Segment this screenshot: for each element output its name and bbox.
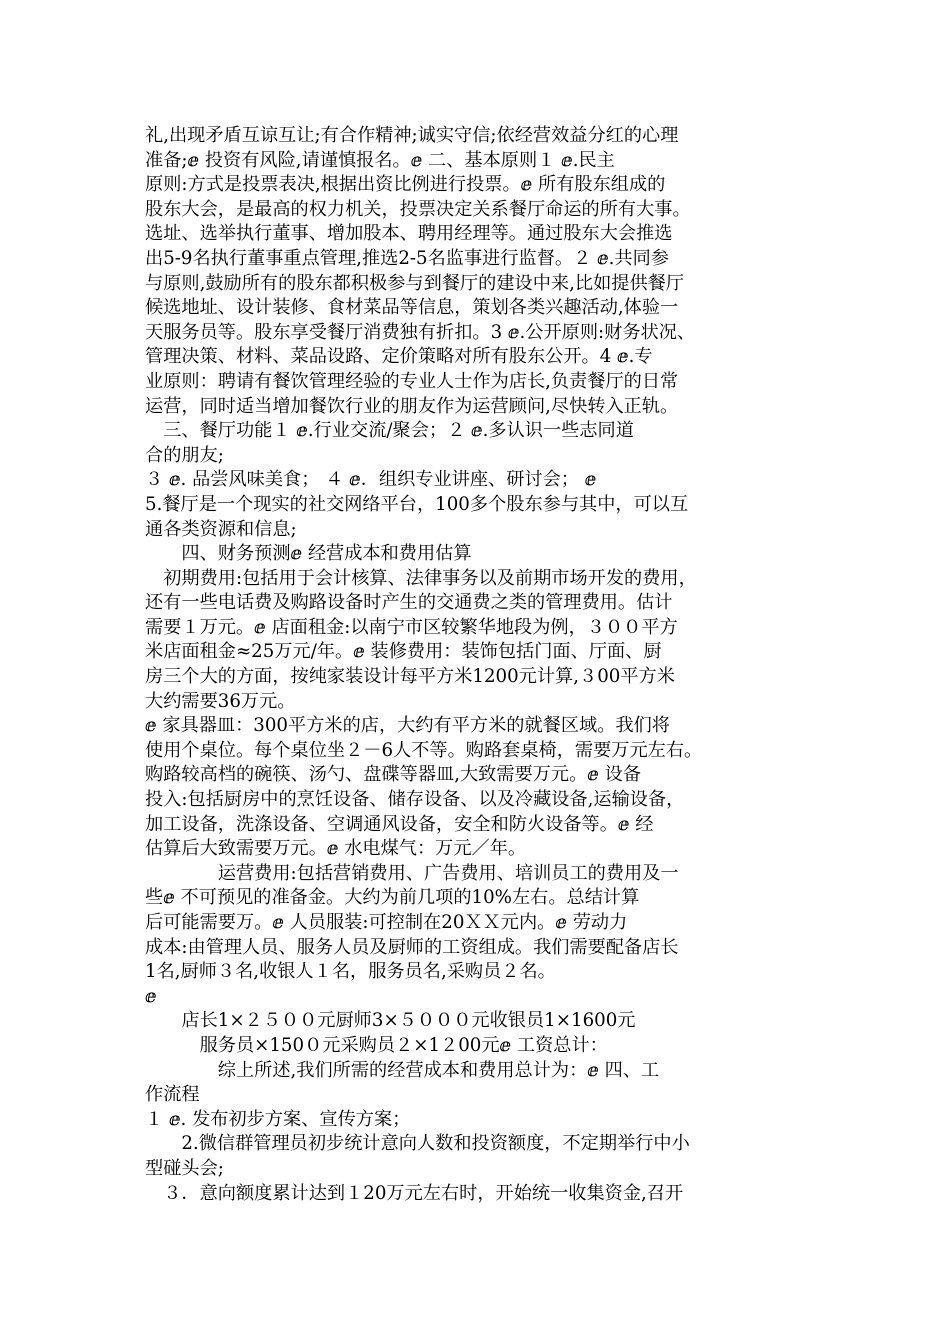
text-line: 原则:方式是投票表决,根据出资比例进行投票。ⅇ 所有股东组成的: [145, 174, 666, 196]
text-line: 估算后大致需要万元。ⅇ 水电煤气：万元／年。: [145, 838, 527, 860]
list-item: 2.微信群管理员初步统计意向人数和投资额度，不定期举行中小: [145, 1133, 690, 1155]
text-line: ⅇ 家具器皿：300平方米的店，大约有平方米的就餐区域。我们将: [145, 715, 670, 737]
text-line: ⅇ: [145, 985, 157, 1007]
text-line: 初期费用:包括用于会计核算、法律事务以及前期市场开发的费用，: [145, 567, 697, 589]
text-line: 与原则,鼓励所有的股东都积极参与到餐厅的建设中来,比如提供餐厅: [145, 272, 685, 294]
section-heading: 四、财务预测ⅇ 经营成本和费用估算: [145, 543, 472, 565]
text-line: 成本:由管理人员、服务人员及厨师的工资组成。我们需要配备店长: [145, 936, 679, 958]
text-line: 还有一些电话费及购路设备时产生的交通费之类的管理费用。估计: [145, 592, 673, 614]
text-line: 天服务员等。股东享受餐厅消费独有折扣。3 ⅇ.公开原则:财务状况、: [145, 321, 696, 343]
document-body: [145, 124, 811, 1206]
text-line: 准备;ⅇ 投资有风险,请谨慎报名。ⅇ 二、基本原则１ ⅇ.民主: [145, 149, 615, 171]
text-line: 运营费用:包括营销费用、广告费用、培训员工的费用及一: [145, 862, 679, 884]
text-line: 米店面租金≈25万元/年。ⅇ 装修费用：装饰包括门面、厅面、厨: [145, 641, 662, 663]
text-line: ３ ⅇ. 品尝风味美食； ４ ⅇ．组织专业讲座、研讨会； ⅇ: [145, 469, 597, 491]
text-line: 综上所述,我们所需的经营成本和费用总计为：ⅇ 四、工: [145, 1059, 660, 1081]
section-heading: 三、餐厅功能１ ⅇ.行业交流/聚会；２ ⅇ.多认识一些志同道: [145, 420, 634, 442]
section-heading: 作流程: [145, 1084, 200, 1106]
text-line: 股东大会，是最高的权力机关，投票决定关系餐厅命运的所有大事。: [145, 198, 691, 220]
text-line: 通各类资源和信息;: [145, 518, 297, 540]
text-line: 业原则：聘请有餐饮管理经验的专业人士作为店长,负责餐厅的日常: [145, 370, 679, 392]
text-line: 后可能需要万。ⅇ 人员服装:可控制在20ＸＸ元内。ⅇ 劳动力: [145, 912, 628, 933]
text-line: 出5-9名执行董事重点管理,推选2-5名监事进行监督。２ ⅇ.共同参: [145, 247, 669, 269]
text-line: 1名,厨师３名,收银人１名，服务员名,采购员２名。: [145, 961, 556, 983]
text-line: 需要１万元。ⅇ 店面租金:以南宁市区较繁华地段为例，３００平方: [145, 616, 678, 638]
text-line: 使用个桌位。每个桌位坐２－6人不等。购路套桌椅，需要万元左右。: [145, 739, 703, 761]
text-line: 加工设备，洗涤设备、空调通风设备，安全和防火设备等。ⅇ 经: [145, 813, 654, 835]
text-line: 合的朋友;: [145, 444, 224, 466]
text-line: 管理决策、材料、菜品设路、定价策略对所有股东公开。4 ⅇ.专: [145, 346, 653, 368]
text-line: 5.餐厅是一个现实的社交网络平台，100多个股东参与其中，可以互: [145, 493, 689, 515]
text-line: 服务员×150０元采购员２×1２00元ⅇ 工资总计：: [145, 1034, 608, 1056]
text-line: 投入:包括厨房中的烹饪设备、储存设备、以及冷藏设备,运输设备，: [145, 789, 685, 811]
list-item: ３．意向额度累计达到１20万元左右时，开始统一收集资金,召开: [145, 1182, 684, 1204]
list-item: １ ⅇ. 发布初步方案、宣传方案；: [145, 1108, 411, 1130]
text-line: 运营，同时适当增加餐饮行业的朋友作为运营顾问,尽快转入正轨。: [145, 395, 679, 417]
text-line: 购路较高档的碗筷、汤勺、盘碟等器皿,大致需要万元。ⅇ 设备: [145, 764, 642, 786]
text-line: 店长1×２５００元厨师3×５０００元收银员1×1600元: [145, 1010, 636, 1032]
text-line: 些ⅇ 不可预见的准备金。大约为前几项的10%左右。总结计算: [145, 887, 640, 909]
text-line: 选址、选举执行董事、增加股本、聘用经理等。通过股东大会推选: [145, 223, 673, 245]
text-line: 候选地址、设计装修、食材菜品等信息，策划各类兴趣活动,体验一: [145, 297, 679, 319]
text-line: 大约需要36万元。: [145, 690, 296, 712]
text-line: 型碰头会;: [145, 1157, 224, 1179]
text-line: 礼,出现矛盾互谅互让;有合作精神;诚实守信;依经营效益分红的心理: [145, 125, 679, 146]
text-line: 房三个大的方面，按纯家装设计每平方米1200元计算,３00平方米: [145, 666, 675, 688]
